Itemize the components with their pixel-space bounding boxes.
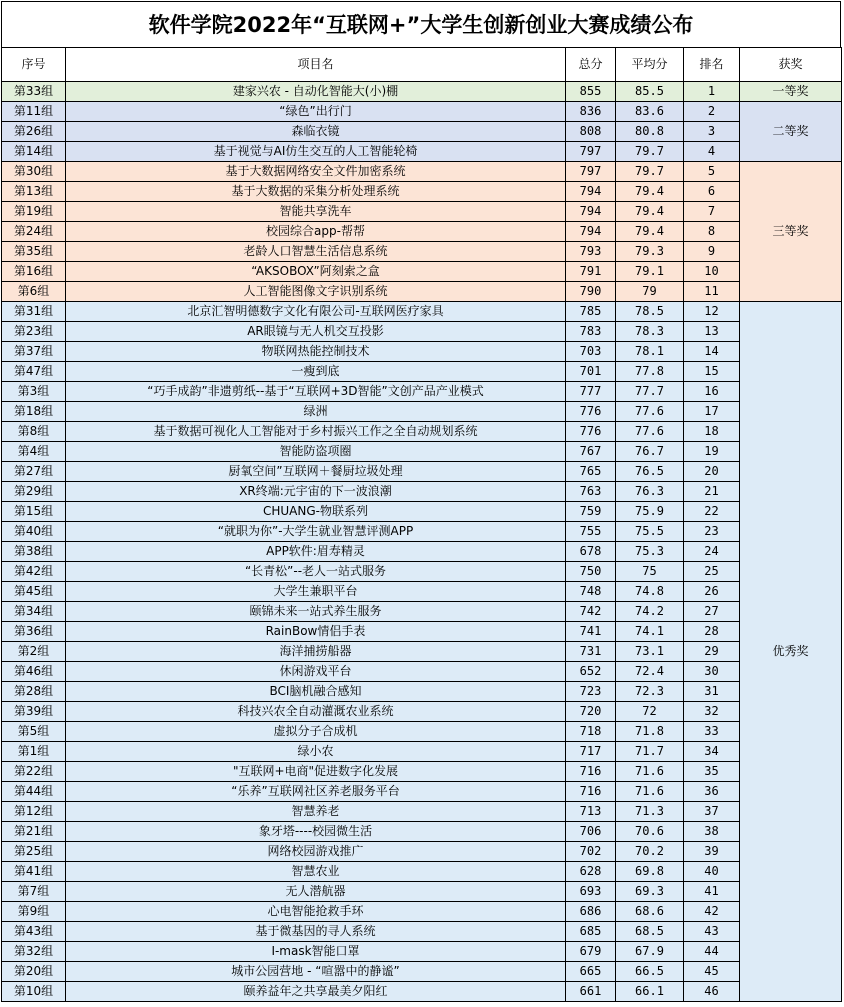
cell-project: XR终端:元宇宙的下一波浪潮 <box>66 482 566 502</box>
cell-project: I-mask智能口罩 <box>66 942 566 962</box>
cell-project: 校园综合app-帮帮 <box>66 222 566 242</box>
table-row <box>2 402 842 422</box>
cell-average: 68.5 <box>616 922 684 942</box>
cell-project: 智慧养老 <box>66 802 566 822</box>
cell-total: 731 <box>566 642 616 662</box>
table-row <box>2 942 842 962</box>
cell-average: 71.8 <box>616 722 684 742</box>
cell-rank: 44 <box>684 942 740 962</box>
cell-project: “长青松”--老人一站式服务 <box>66 562 566 582</box>
cell-total: 720 <box>566 702 616 722</box>
cell-average: 74.1 <box>616 622 684 642</box>
cell-group: 第6组 <box>2 282 66 302</box>
cell-total: 767 <box>566 442 616 462</box>
cell-rank: 22 <box>684 502 740 522</box>
cell-project: 象牙塔----校园微生活 <box>66 822 566 842</box>
cell-average: 71.3 <box>616 802 684 822</box>
cell-project: 人工智能图像文字识别系统 <box>66 282 566 302</box>
cell-rank: 35 <box>684 762 740 782</box>
table-row <box>2 722 842 742</box>
cell-project: 绿洲 <box>66 402 566 422</box>
cell-average: 77.6 <box>616 402 684 422</box>
cell-project: "互联网+电商"促进数字化发展 <box>66 762 566 782</box>
table-row <box>2 922 842 942</box>
cell-total: 661 <box>566 982 616 1002</box>
table-row <box>2 362 842 382</box>
cell-rank: 18 <box>684 422 740 442</box>
table-row <box>2 262 842 282</box>
cell-group: 第22组 <box>2 762 66 782</box>
cell-group: 第27组 <box>2 462 66 482</box>
cell-rank: 28 <box>684 622 740 642</box>
cell-total: 716 <box>566 782 616 802</box>
cell-project: 基于大数据的采集分析处理系统 <box>66 182 566 202</box>
table-row <box>2 862 842 882</box>
cell-average: 75 <box>616 562 684 582</box>
cell-group: 第7组 <box>2 882 66 902</box>
cell-rank: 15 <box>684 362 740 382</box>
table-row <box>2 282 842 302</box>
cell-project: APP软件:眉寿精灵 <box>66 542 566 562</box>
cell-total: 718 <box>566 722 616 742</box>
cell-average: 72.4 <box>616 662 684 682</box>
cell-average: 74.8 <box>616 582 684 602</box>
cell-average: 77.8 <box>616 362 684 382</box>
cell-group: 第28组 <box>2 682 66 702</box>
cell-average: 68.6 <box>616 902 684 922</box>
cell-total: 679 <box>566 942 616 962</box>
cell-group: 第10组 <box>2 982 66 1002</box>
cell-project: 大学生兼职平台 <box>66 582 566 602</box>
cell-project: 颐锦未来一站式养生服务 <box>66 602 566 622</box>
cell-average: 78.3 <box>616 322 684 342</box>
cell-group: 第26组 <box>2 122 66 142</box>
cell-average: 71.6 <box>616 762 684 782</box>
cell-average: 79.4 <box>616 182 684 202</box>
table-row <box>2 802 842 822</box>
cell-total: 703 <box>566 342 616 362</box>
cell-total: 741 <box>566 622 616 642</box>
header-group: 序号 <box>2 48 66 82</box>
cell-group: 第18组 <box>2 402 66 422</box>
cell-average: 69.8 <box>616 862 684 882</box>
table-row <box>2 482 842 502</box>
cell-project: 基于数据可视化人工智能对于乡村振兴工作之全自动规划系统 <box>66 422 566 442</box>
cell-total: 765 <box>566 462 616 482</box>
cell-rank: 21 <box>684 482 740 502</box>
table-row <box>2 342 842 362</box>
cell-total: 755 <box>566 522 616 542</box>
cell-group: 第20组 <box>2 962 66 982</box>
cell-rank: 3 <box>684 122 740 142</box>
results-body <box>2 82 842 1002</box>
header-row <box>2 48 842 82</box>
table-row <box>2 982 842 1002</box>
cell-average: 79.7 <box>616 162 684 182</box>
cell-project: 老龄人口智慧生活信息系统 <box>66 242 566 262</box>
cell-group: 第13组 <box>2 182 66 202</box>
table-row <box>2 822 842 842</box>
cell-rank: 43 <box>684 922 740 942</box>
cell-project: 科技兴农全自动灌溉农业系统 <box>66 702 566 722</box>
cell-rank: 9 <box>684 242 740 262</box>
cell-average: 78.1 <box>616 342 684 362</box>
table-row <box>2 242 842 262</box>
table-row <box>2 602 842 622</box>
cell-group: 第23组 <box>2 322 66 342</box>
cell-total: 716 <box>566 762 616 782</box>
cell-rank: 5 <box>684 162 740 182</box>
cell-rank: 25 <box>684 562 740 582</box>
table-row <box>2 622 842 642</box>
header-award: 获奖 <box>740 48 842 82</box>
cell-group: 第39组 <box>2 702 66 722</box>
cell-project: 基于大数据网络安全文件加密系统 <box>66 162 566 182</box>
cell-total: 665 <box>566 962 616 982</box>
cell-project: BCI脑机融合感知 <box>66 682 566 702</box>
cell-rank: 30 <box>684 662 740 682</box>
cell-rank: 45 <box>684 962 740 982</box>
cell-group: 第47组 <box>2 362 66 382</box>
cell-total: 776 <box>566 422 616 442</box>
cell-total: 652 <box>566 662 616 682</box>
cell-rank: 33 <box>684 722 740 742</box>
cell-award: 一等奖 <box>740 82 842 102</box>
cell-rank: 2 <box>684 102 740 122</box>
cell-rank: 1 <box>684 82 740 102</box>
cell-rank: 4 <box>684 142 740 162</box>
header-rank: 排名 <box>684 48 740 82</box>
cell-group: 第21组 <box>2 822 66 842</box>
table-row <box>2 102 842 122</box>
cell-group: 第44组 <box>2 782 66 802</box>
cell-project: 智能共享洗车 <box>66 202 566 222</box>
cell-project: “绿色”出行门 <box>66 102 566 122</box>
cell-total: 836 <box>566 102 616 122</box>
cell-group: 第24组 <box>2 222 66 242</box>
cell-group: 第42组 <box>2 562 66 582</box>
cell-project: 绿小农 <box>66 742 566 762</box>
cell-group: 第38组 <box>2 542 66 562</box>
cell-rank: 27 <box>684 602 740 622</box>
cell-group: 第25组 <box>2 842 66 862</box>
cell-project: “就职为你”-大学生就业智慧评测APP <box>66 522 566 542</box>
table-row <box>2 382 842 402</box>
cell-average: 79 <box>616 282 684 302</box>
cell-average: 79.4 <box>616 202 684 222</box>
table-row <box>2 662 842 682</box>
table-row <box>2 542 842 562</box>
cell-group: 第31组 <box>2 302 66 322</box>
cell-group: 第15组 <box>2 502 66 522</box>
cell-project: 森临衣镜 <box>66 122 566 142</box>
table-row <box>2 222 842 242</box>
cell-average: 79.1 <box>616 262 684 282</box>
cell-group: 第35组 <box>2 242 66 262</box>
table-row <box>2 122 842 142</box>
table-row <box>2 422 842 442</box>
cell-project: 智能防盗项圈 <box>66 442 566 462</box>
cell-group: 第40组 <box>2 522 66 542</box>
header-project: 项目名 <box>66 48 566 82</box>
cell-project: 海洋捕捞船器 <box>66 642 566 662</box>
cell-group: 第43组 <box>2 922 66 942</box>
cell-average: 69.3 <box>616 882 684 902</box>
cell-total: 706 <box>566 822 616 842</box>
table-row <box>2 182 842 202</box>
cell-average: 79.3 <box>616 242 684 262</box>
cell-group: 第1组 <box>2 742 66 762</box>
cell-rank: 26 <box>684 582 740 602</box>
cell-project: 网络校园游戏推广 <box>66 842 566 862</box>
cell-total: 776 <box>566 402 616 422</box>
cell-project: 智慧农业 <box>66 862 566 882</box>
cell-average: 76.5 <box>616 462 684 482</box>
cell-project: 基于视觉与AI仿生交互的人工智能轮椅 <box>66 142 566 162</box>
cell-group: 第46组 <box>2 662 66 682</box>
cell-rank: 20 <box>684 462 740 482</box>
cell-average: 70.6 <box>616 822 684 842</box>
cell-project: 一瘦到底 <box>66 362 566 382</box>
cell-average: 80.8 <box>616 122 684 142</box>
cell-project: “AKSOBOX”阿刻索之盒 <box>66 262 566 282</box>
cell-total: 750 <box>566 562 616 582</box>
cell-total: 748 <box>566 582 616 602</box>
table-row <box>2 842 842 862</box>
cell-group: 第45组 <box>2 582 66 602</box>
cell-total: 797 <box>566 162 616 182</box>
cell-total: 793 <box>566 242 616 262</box>
cell-group: 第19组 <box>2 202 66 222</box>
cell-total: 783 <box>566 322 616 342</box>
cell-project: 虚拟分子合成机 <box>66 722 566 742</box>
table-row <box>2 582 842 602</box>
cell-project: 休闲游戏平台 <box>66 662 566 682</box>
cell-rank: 16 <box>684 382 740 402</box>
cell-group: 第36组 <box>2 622 66 642</box>
table-row <box>2 742 842 762</box>
table-row <box>2 702 842 722</box>
cell-project: 城市公园营地 - “喧嚣中的静谧” <box>66 962 566 982</box>
cell-project: 心电智能抢救手环 <box>66 902 566 922</box>
cell-group: 第2组 <box>2 642 66 662</box>
sheet-title: 软件学院2022年“互联网+”大学生创新创业大赛成绩公布 <box>1 1 841 47</box>
cell-rank: 23 <box>684 522 740 542</box>
cell-rank: 12 <box>684 302 740 322</box>
cell-average: 79.7 <box>616 142 684 162</box>
cell-average: 66.1 <box>616 982 684 1002</box>
cell-rank: 46 <box>684 982 740 1002</box>
cell-rank: 8 <box>684 222 740 242</box>
cell-rank: 29 <box>684 642 740 662</box>
cell-group: 第30组 <box>2 162 66 182</box>
cell-total: 702 <box>566 842 616 862</box>
table-row <box>2 142 842 162</box>
cell-average: 85.5 <box>616 82 684 102</box>
results-table <box>1 47 842 1002</box>
cell-total: 713 <box>566 802 616 822</box>
cell-rank: 37 <box>684 802 740 822</box>
cell-project: “巧手成韵”非遗剪纸--基于“互联网+3D智能”文创产品产业模式 <box>66 382 566 402</box>
cell-average: 74.2 <box>616 602 684 622</box>
cell-total: 685 <box>566 922 616 942</box>
header-total: 总分 <box>566 48 616 82</box>
cell-average: 77.7 <box>616 382 684 402</box>
cell-award: 优秀奖 <box>740 302 842 1002</box>
cell-total: 791 <box>566 262 616 282</box>
cell-group: 第14组 <box>2 142 66 162</box>
cell-project: 厨氧空间”互联网＋餐厨垃圾处理 <box>66 462 566 482</box>
cell-rank: 38 <box>684 822 740 842</box>
table-row <box>2 462 842 482</box>
cell-group: 第3组 <box>2 382 66 402</box>
cell-group: 第8组 <box>2 422 66 442</box>
cell-project: “乐养”互联网社区养老服务平台 <box>66 782 566 802</box>
cell-rank: 42 <box>684 902 740 922</box>
table-row <box>2 762 842 782</box>
table-row <box>2 82 842 102</box>
cell-total: 777 <box>566 382 616 402</box>
cell-group: 第16组 <box>2 262 66 282</box>
cell-total: 723 <box>566 682 616 702</box>
cell-total: 855 <box>566 82 616 102</box>
cell-total: 717 <box>566 742 616 762</box>
header-average: 平均分 <box>616 48 684 82</box>
cell-average: 72 <box>616 702 684 722</box>
cell-total: 797 <box>566 142 616 162</box>
table-row <box>2 962 842 982</box>
table-row <box>2 782 842 802</box>
cell-award: 二等奖 <box>740 102 842 162</box>
table-row <box>2 202 842 222</box>
cell-rank: 36 <box>684 782 740 802</box>
results-sheet <box>1 1 841 1002</box>
table-row <box>2 882 842 902</box>
cell-rank: 39 <box>684 842 740 862</box>
cell-average: 73.1 <box>616 642 684 662</box>
table-row <box>2 902 842 922</box>
cell-average: 76.3 <box>616 482 684 502</box>
cell-average: 66.5 <box>616 962 684 982</box>
cell-total: 785 <box>566 302 616 322</box>
cell-total: 794 <box>566 202 616 222</box>
table-row <box>2 642 842 662</box>
cell-group: 第29组 <box>2 482 66 502</box>
table-row <box>2 162 842 182</box>
cell-group: 第32组 <box>2 942 66 962</box>
cell-average: 72.3 <box>616 682 684 702</box>
cell-total: 794 <box>566 222 616 242</box>
cell-average: 78.5 <box>616 302 684 322</box>
cell-rank: 10 <box>684 262 740 282</box>
cell-group: 第12组 <box>2 802 66 822</box>
table-row <box>2 562 842 582</box>
cell-group: 第9组 <box>2 902 66 922</box>
cell-project: 无人潜航器 <box>66 882 566 902</box>
cell-project: 物联网热能控制技术 <box>66 342 566 362</box>
cell-group: 第11组 <box>2 102 66 122</box>
cell-group: 第4组 <box>2 442 66 462</box>
cell-total: 701 <box>566 362 616 382</box>
cell-rank: 7 <box>684 202 740 222</box>
cell-project: 北京汇智明德数字文化有限公司-互联网医疗家具 <box>66 302 566 322</box>
cell-group: 第5组 <box>2 722 66 742</box>
cell-rank: 41 <box>684 882 740 902</box>
cell-total: 686 <box>566 902 616 922</box>
cell-total: 759 <box>566 502 616 522</box>
cell-average: 75.3 <box>616 542 684 562</box>
cell-total: 742 <box>566 602 616 622</box>
cell-average: 71.7 <box>616 742 684 762</box>
cell-group: 第33组 <box>2 82 66 102</box>
cell-project: RainBow情侣手表 <box>66 622 566 642</box>
cell-average: 77.6 <box>616 422 684 442</box>
cell-group: 第37组 <box>2 342 66 362</box>
table-row <box>2 502 842 522</box>
cell-average: 79.4 <box>616 222 684 242</box>
cell-average: 67.9 <box>616 942 684 962</box>
cell-rank: 34 <box>684 742 740 762</box>
cell-rank: 19 <box>684 442 740 462</box>
cell-total: 678 <box>566 542 616 562</box>
cell-average: 75.5 <box>616 522 684 542</box>
cell-project: 基于微基因的寻人系统 <box>66 922 566 942</box>
cell-average: 76.7 <box>616 442 684 462</box>
cell-average: 83.6 <box>616 102 684 122</box>
cell-rank: 14 <box>684 342 740 362</box>
cell-total: 808 <box>566 122 616 142</box>
cell-average: 75.9 <box>616 502 684 522</box>
cell-total: 763 <box>566 482 616 502</box>
cell-rank: 31 <box>684 682 740 702</box>
cell-award: 三等奖 <box>740 162 842 302</box>
cell-total: 790 <box>566 282 616 302</box>
table-row <box>2 302 842 322</box>
cell-total: 794 <box>566 182 616 202</box>
cell-project: 颐养益年之共享最美夕阳红 <box>66 982 566 1002</box>
cell-rank: 6 <box>684 182 740 202</box>
cell-total: 628 <box>566 862 616 882</box>
cell-group: 第34组 <box>2 602 66 622</box>
cell-rank: 24 <box>684 542 740 562</box>
cell-rank: 17 <box>684 402 740 422</box>
cell-average: 71.6 <box>616 782 684 802</box>
cell-rank: 11 <box>684 282 740 302</box>
cell-project: CHUANG-物联系列 <box>66 502 566 522</box>
cell-rank: 13 <box>684 322 740 342</box>
cell-total: 693 <box>566 882 616 902</box>
cell-rank: 32 <box>684 702 740 722</box>
table-row <box>2 522 842 542</box>
cell-project: 建家兴农 - 自动化智能大(小)棚 <box>66 82 566 102</box>
table-row <box>2 442 842 462</box>
cell-group: 第41组 <box>2 862 66 882</box>
cell-project: AR眼镜与无人机交互投影 <box>66 322 566 342</box>
cell-rank: 40 <box>684 862 740 882</box>
cell-average: 70.2 <box>616 842 684 862</box>
table-row <box>2 322 842 342</box>
table-row <box>2 682 842 702</box>
